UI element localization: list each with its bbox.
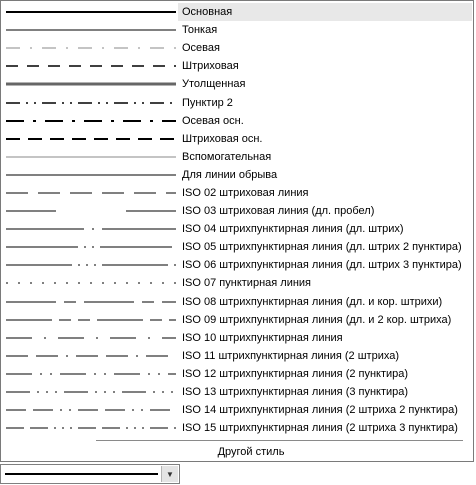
line-style-preview xyxy=(2,383,178,401)
line-style-label: Осевая xyxy=(182,42,220,55)
line-style-item[interactable] xyxy=(2,293,472,311)
line-style-label: Пунктир 2 xyxy=(182,96,233,109)
line-style-combobox[interactable] xyxy=(0,464,180,484)
line-style-label: ISO 08 штрихпунктирная линия (дл. и кор. штрихи) xyxy=(182,295,443,308)
line-style-label: Для линии обрыва xyxy=(182,168,278,181)
line-style-item[interactable] xyxy=(2,166,472,184)
line-style-item[interactable] xyxy=(2,274,472,292)
line-style-preview xyxy=(2,130,178,148)
line-style-item[interactable] xyxy=(2,202,472,220)
line-style-preview xyxy=(2,347,178,365)
line-style-item[interactable] xyxy=(2,419,472,437)
line-style-label: Штриховая осн. xyxy=(182,132,263,145)
line-style-item[interactable] xyxy=(2,130,472,148)
line-style-list xyxy=(2,3,472,437)
line-style-item[interactable] xyxy=(2,347,472,365)
line-style-preview xyxy=(2,220,178,238)
line-style-preview xyxy=(2,93,178,111)
line-style-preview xyxy=(2,401,178,419)
line-style-item[interactable] xyxy=(2,184,472,202)
line-style-item[interactable] xyxy=(2,365,472,383)
line-style-preview xyxy=(2,365,178,383)
line-style-label: ISO 05 штрихпунктирная линия (дл. штрих 2 пунктира) xyxy=(182,241,462,254)
line-style-item[interactable] xyxy=(2,329,472,347)
dropdown-button[interactable] xyxy=(161,466,178,482)
line-style-item[interactable] xyxy=(2,93,472,111)
line-style-item[interactable] xyxy=(2,383,472,401)
line-style-item[interactable] xyxy=(2,220,472,238)
line-style-preview xyxy=(2,293,178,311)
chevron-down-icon: ▼ xyxy=(166,469,174,479)
line-style-item[interactable] xyxy=(2,256,472,274)
line-style-item[interactable] xyxy=(2,148,472,166)
line-style-preview xyxy=(2,21,178,39)
line-style-label: ISO 06 штрихпунктирная линия (дл. штрих 3 пунктира) xyxy=(182,259,462,272)
line-style-label: ISO 15 штрихпунктирная линия (2 штриха 3 пунктира) xyxy=(182,422,458,435)
line-style-label: Штриховая xyxy=(182,60,239,73)
line-style-item[interactable] xyxy=(2,3,472,21)
line-style-label: ISO 07 пунктирная линия xyxy=(182,277,312,290)
separator xyxy=(96,440,463,441)
line-style-preview xyxy=(2,311,178,329)
line-style-item[interactable] xyxy=(2,39,472,57)
line-style-label: Утолщенная xyxy=(182,78,246,91)
line-style-label: Тонкая xyxy=(182,24,218,37)
line-style-preview xyxy=(2,419,178,437)
line-style-preview xyxy=(2,148,178,166)
line-style-preview xyxy=(2,112,178,130)
line-style-label: ISO 03 штриховая линия (дл. пробел) xyxy=(182,205,375,218)
line-style-preview xyxy=(2,166,178,184)
line-style-item[interactable] xyxy=(2,401,472,419)
line-style-label: ISO 09 штрихпунктирная линия (дл. и 2 кор. штриха) xyxy=(182,313,452,326)
line-style-label: ISO 11 штрихпунктирная линия (2 штриха) xyxy=(182,349,399,362)
line-style-label: Основная xyxy=(178,3,472,21)
line-style-preview xyxy=(2,238,178,256)
line-style-item[interactable] xyxy=(2,75,472,93)
line-style-preview xyxy=(2,39,178,57)
line-style-item[interactable] xyxy=(2,21,472,39)
line-style-label: ISO 12 штрихпунктирная линия (2 пунктира) xyxy=(182,367,409,380)
current-line-style-preview xyxy=(5,473,158,475)
line-style-item[interactable] xyxy=(2,112,472,130)
line-style-preview xyxy=(2,3,178,21)
line-style-label: ISO 04 штрихпунктирная линия (дл. штрих) xyxy=(182,223,404,236)
line-style-preview xyxy=(2,75,178,93)
line-style-preview xyxy=(2,57,178,75)
line-style-preview xyxy=(2,274,178,292)
line-style-item[interactable] xyxy=(2,238,472,256)
line-style-label: ISO 02 штриховая линия xyxy=(182,186,309,199)
line-style-label: ISO 13 штрихпунктирная линия (3 пунктира) xyxy=(182,386,409,399)
line-style-label: Вспомогательная xyxy=(182,150,272,163)
line-style-preview xyxy=(2,202,178,220)
line-style-label: Осевая осн. xyxy=(182,114,244,127)
line-style-label: ISO 10 штрихпунктирная линия xyxy=(182,331,343,344)
line-style-item[interactable] xyxy=(2,311,472,329)
line-style-item[interactable] xyxy=(2,57,472,75)
line-style-preview xyxy=(2,256,178,274)
other-style-button[interactable]: Другой стиль xyxy=(217,446,285,458)
line-style-label: ISO 14 штрихпунктирная линия (2 штриха 2 пунктира) xyxy=(182,404,458,417)
line-style-preview xyxy=(2,329,178,347)
line-style-preview xyxy=(2,184,178,202)
